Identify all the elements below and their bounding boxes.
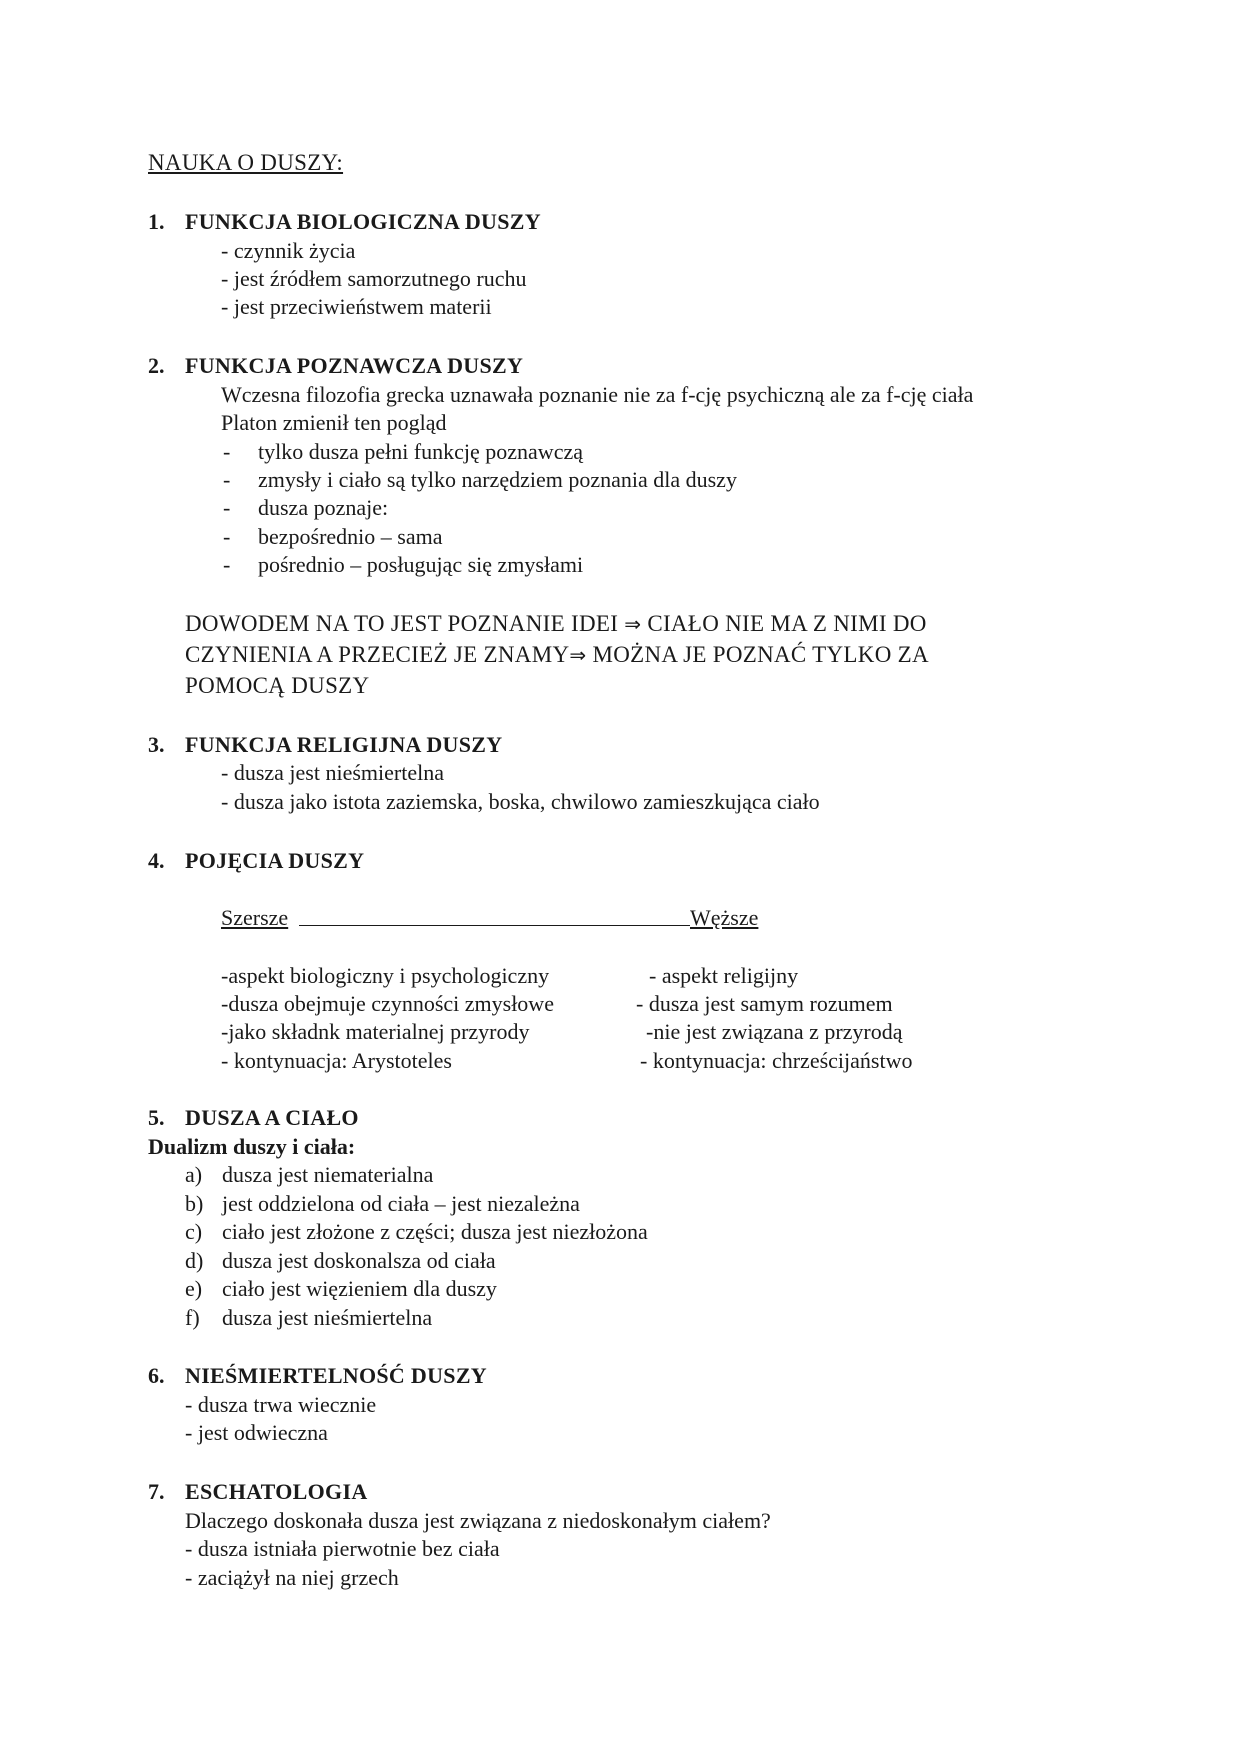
section-2-number: 2. <box>148 353 165 378</box>
bullet-dash: - <box>223 524 231 549</box>
comparison-left-item: -aspekt biologiczny i psychologiczny <box>221 963 550 988</box>
section-1-number: 1. <box>148 209 165 234</box>
conclusion-text: CIAŁO NIE MA Z NIMI DO <box>641 611 927 636</box>
list-item: - jest przeciwieństwem materii <box>221 294 492 319</box>
list-item: dusza poznaje: <box>258 495 389 520</box>
list-item: dusza jest nieśmiertelna <box>222 1305 433 1330</box>
list-item: ciało jest złożone z części; dusza jest niezłożona <box>222 1219 648 1244</box>
section-4-heading: POJĘCIA DUSZY <box>185 848 365 873</box>
list-item: - zaciążył na niej grzech <box>185 1565 399 1590</box>
comparison-right-item: -nie jest związana z przyrodą <box>646 1019 903 1044</box>
conclusion-text: MOŻNA JE POZNAĆ TYLKO ZA <box>586 642 929 667</box>
section-2-heading: FUNKCJA POZNAWCZA DUSZY <box>185 353 524 378</box>
list-item: dusza jest niematerialna <box>222 1162 434 1187</box>
comparison-left-item: - kontynuacja: Arystoteles <box>221 1048 452 1073</box>
bullet-dash: - <box>223 552 231 577</box>
list-item: - czynnik życia <box>221 238 356 263</box>
list-item: - dusza istniała pierwotnie bez ciała <box>185 1536 500 1561</box>
section-6-heading: NIEŚMIERTELNOŚĆ DUSZY <box>185 1363 487 1388</box>
implies-arrow-icon: ⇒ <box>569 643 587 667</box>
implies-arrow-icon: ⇒ <box>624 612 642 636</box>
list-label: b) <box>185 1191 204 1216</box>
list-item: zmysły i ciało są tylko narzędziem poznania dla duszy <box>258 467 737 492</box>
list-item: dusza jest doskonalsza od ciała <box>222 1248 496 1273</box>
comparison-left-item: -jako składnk materialnej przyrody <box>221 1019 530 1044</box>
section-7-number: 7. <box>148 1479 165 1504</box>
header-underline <box>299 925 690 926</box>
column-header-broader: Szersze <box>221 905 289 930</box>
section-5-heading: DUSZA A CIAŁO <box>185 1105 359 1130</box>
list-item: bezpośrednio – sama <box>258 524 443 549</box>
list-label: f) <box>185 1305 200 1330</box>
conclusion-line-3: POMOCĄ DUSZY <box>185 673 370 698</box>
paragraph: Dlaczego doskonała dusza jest związana z niedoskonałym ciałem? <box>185 1508 771 1533</box>
list-item: ciało jest więzieniem dla duszy <box>222 1276 497 1301</box>
paragraph: Platon zmienił ten pogląd <box>221 410 447 435</box>
comparison-right-item: - kontynuacja: chrześcijaństwo <box>640 1048 913 1073</box>
conclusion-line-2 <box>185 642 929 668</box>
section-4-number: 4. <box>148 848 165 873</box>
list-item: tylko dusza pełni funkcję poznawczą <box>258 439 583 464</box>
bullet-dash: - <box>223 467 231 492</box>
comparison-right-item: - dusza jest samym rozumem <box>636 991 893 1016</box>
list-item: - dusza trwa wiecznie <box>185 1392 377 1417</box>
comparison-left-item: -dusza obejmuje czynności zmysłowe <box>221 991 554 1016</box>
list-item: - jest źródłem samorzutnego ruchu <box>221 266 527 291</box>
list-item: jest oddzielona od ciała – jest niezależna <box>222 1191 580 1216</box>
list-item: - dusza jako istota zaziemska, boska, chwilowo zamieszkująca ciało <box>221 789 820 814</box>
list-label: d) <box>185 1248 204 1273</box>
column-header-narrower: Węższe <box>690 905 759 930</box>
conclusion-line-1 <box>185 611 927 637</box>
section-6-number: 6. <box>148 1363 165 1388</box>
section-1-heading: FUNKCJA BIOLOGICZNA DUSZY <box>185 209 541 234</box>
paragraph: Wczesna filozofia grecka uznawała poznanie nie za f-cję psychiczną ale za f-cję ciała <box>221 382 974 407</box>
section-7-heading: ESCHATOLOGIA <box>185 1479 368 1504</box>
list-item: - dusza jest nieśmiertelna <box>221 760 444 785</box>
conclusion-text: CZYNIENIA A PRZECIEŻ JE ZNAMY <box>185 642 570 667</box>
section-3-heading: FUNKCJA RELIGIJNA DUSZY <box>185 732 503 757</box>
conclusion-text: DOWODEM NA TO JEST POZNANIE IDEI <box>185 611 625 636</box>
section-3-number: 3. <box>148 732 165 757</box>
list-label: a) <box>185 1162 203 1187</box>
list-item: pośrednio – posługując się zmysłami <box>258 552 584 577</box>
list-label: c) <box>185 1219 203 1244</box>
list-label: e) <box>185 1276 203 1301</box>
section-5-number: 5. <box>148 1105 165 1130</box>
page-title: NAUKA O DUSZY: <box>148 150 344 175</box>
comparison-right-item: - aspekt religijny <box>649 963 799 988</box>
bullet-dash: - <box>223 495 231 520</box>
bullet-dash: - <box>223 439 231 464</box>
section-5-subheading: Dualizm duszy i ciała: <box>148 1134 356 1159</box>
list-item: - jest odwieczna <box>185 1420 328 1445</box>
